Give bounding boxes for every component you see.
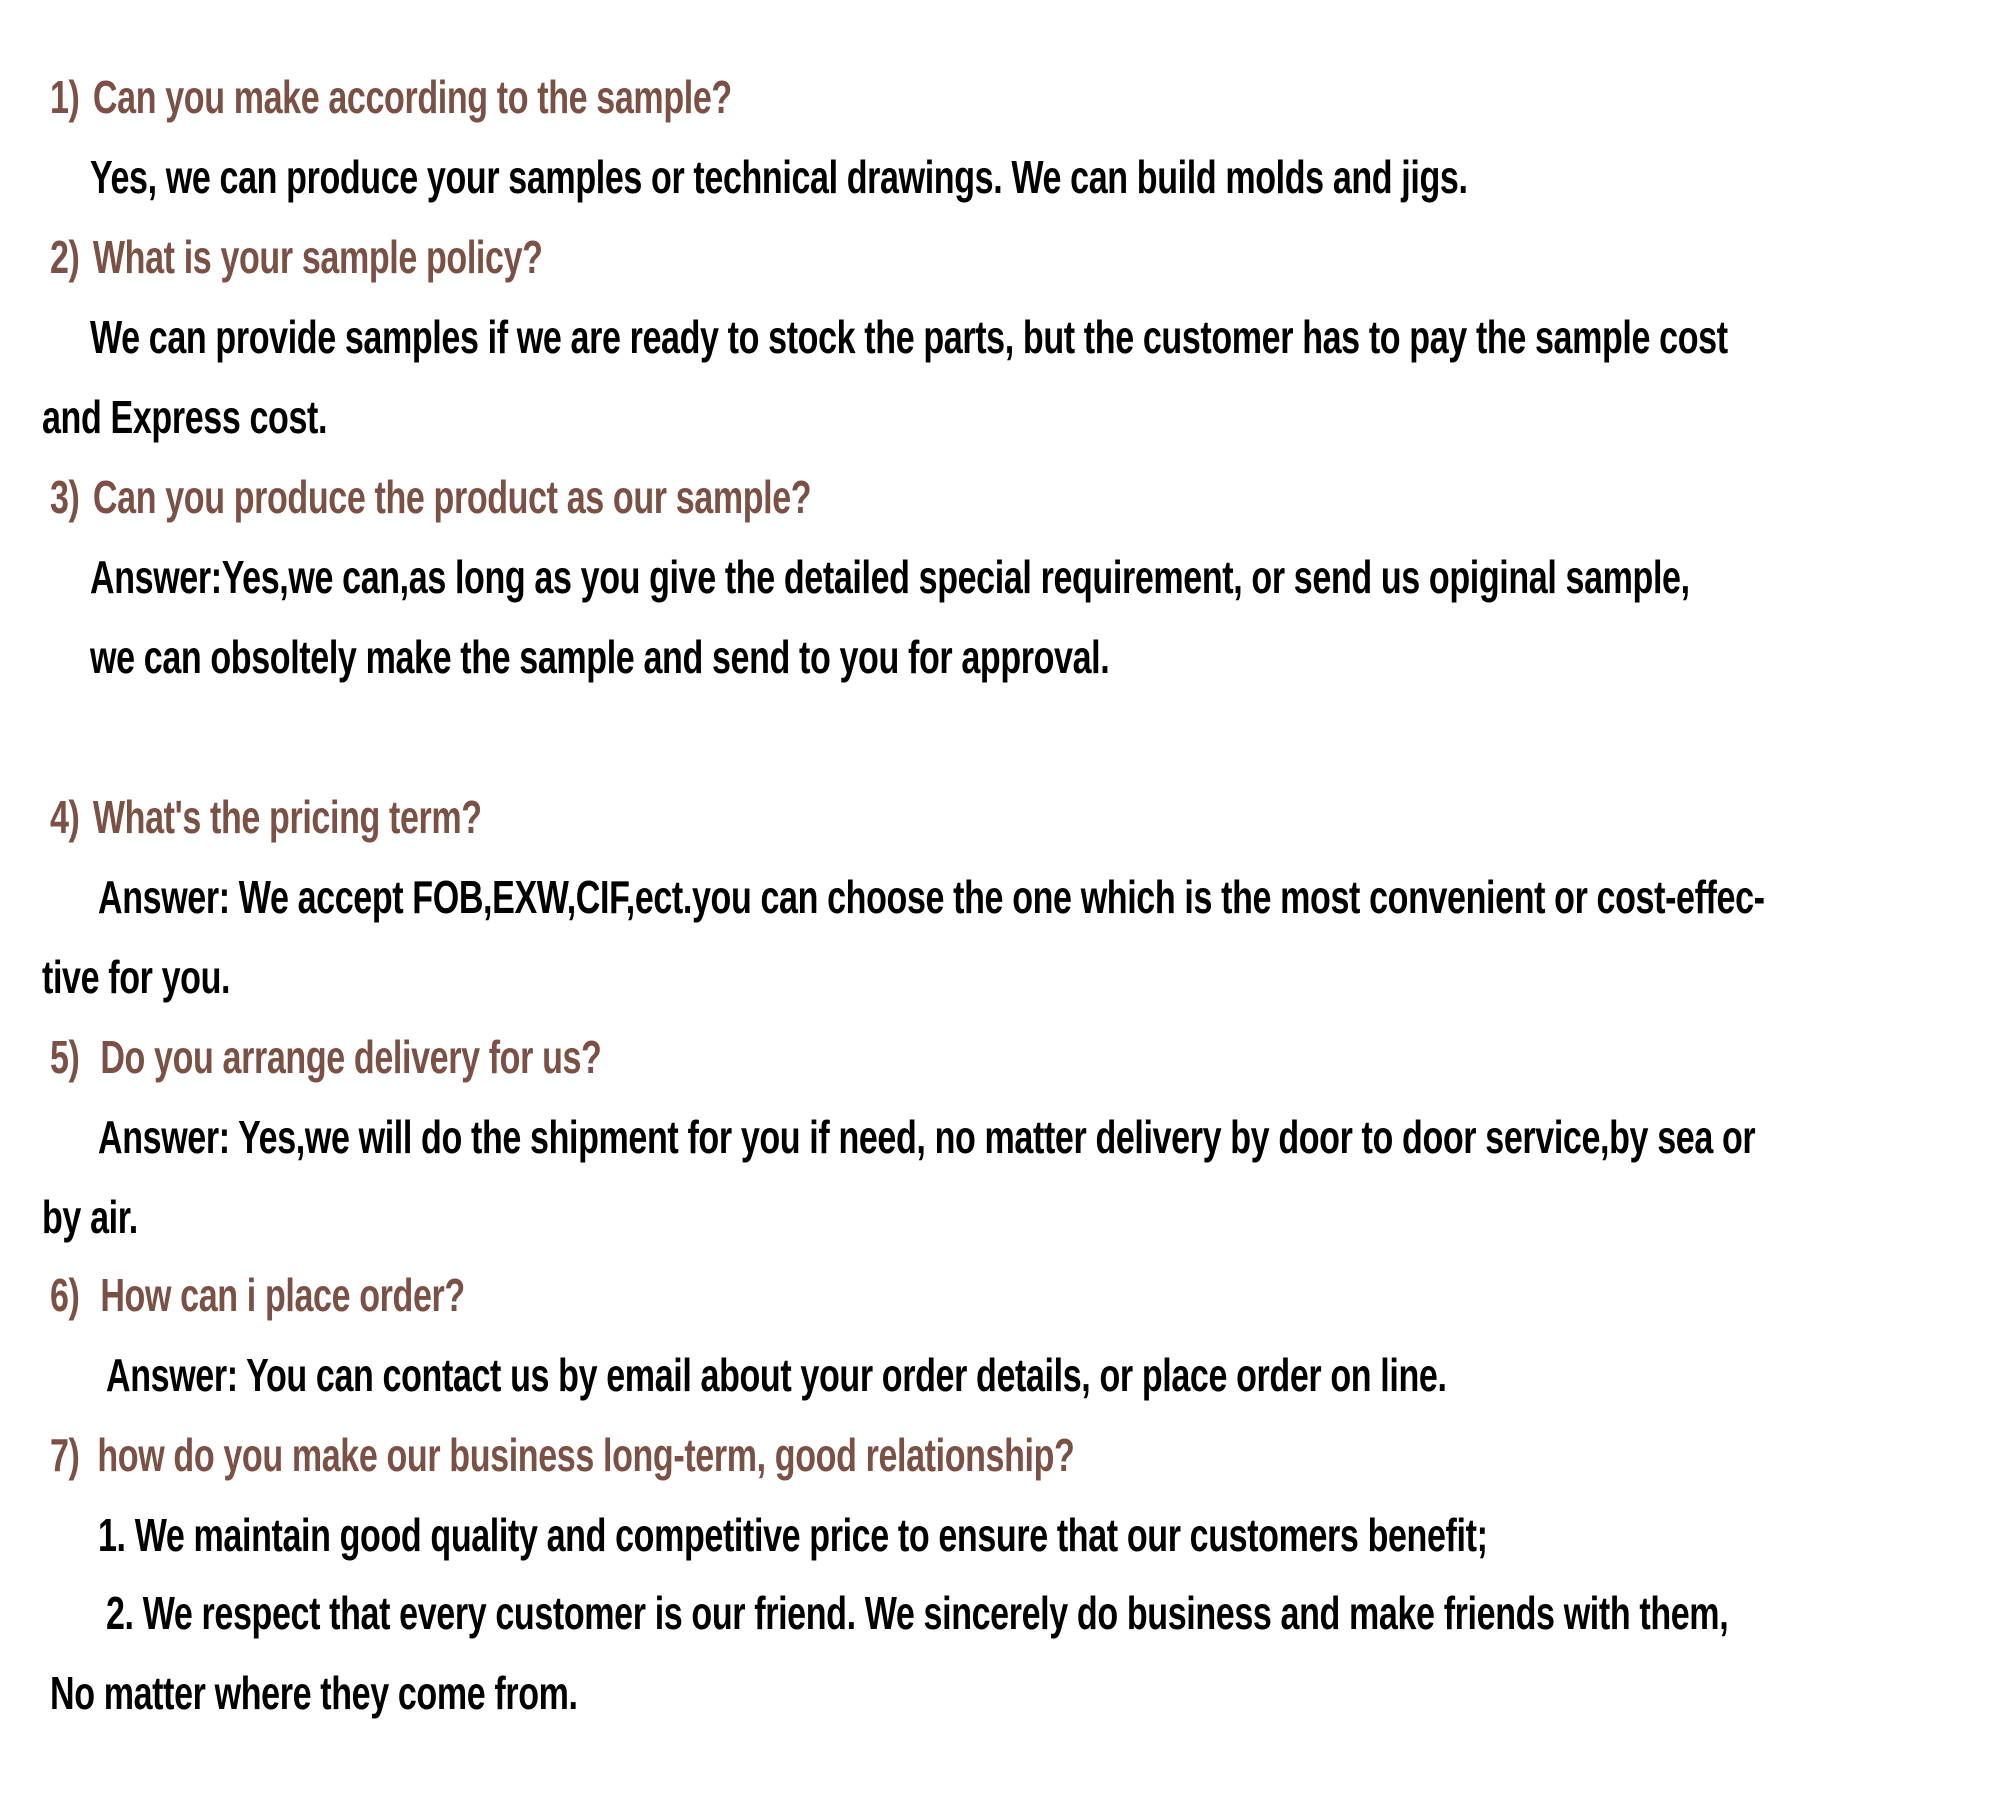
answer-2-line-1: We can provide samples if we are ready to stock the parts, but the customer has to pay the sample cost bbox=[90, 311, 1728, 363]
question-4-number: 4) bbox=[50, 791, 80, 843]
answer-7-line-1: 1. We maintain good quality and competitive price to ensure that our customers benefit; bbox=[98, 1509, 1488, 1561]
question-4 bbox=[50, 791, 482, 843]
question-3-number: 3) bbox=[50, 471, 80, 523]
question-2-number: 2) bbox=[50, 231, 80, 283]
question-5-text: Do you arrange delivery for us? bbox=[100, 1031, 602, 1083]
answer-3-line-1: Answer:Yes,we can,as long as you give the detailed special requirement, or send us opiginal sample, bbox=[90, 551, 1690, 603]
question-1-text: Can you make according to the sample? bbox=[92, 71, 732, 123]
question-2-text: What is your sample policy? bbox=[92, 231, 543, 283]
answer-4-line-2: tive for you. bbox=[42, 951, 231, 1003]
question-7 bbox=[50, 1429, 1075, 1481]
answer-6-line-1: Answer: You can contact us by email about your order details, or place order on line. bbox=[106, 1349, 1447, 1401]
answer-7-line-3: No matter where they come from. bbox=[50, 1667, 578, 1719]
answer-7-line-2: 2. We respect that every customer is our friend. We sincerely do business and make friends with them, bbox=[106, 1587, 1729, 1639]
question-7-number: 7) bbox=[50, 1429, 80, 1481]
question-6-number: 6) bbox=[50, 1269, 80, 1321]
answer-4-line-1: Answer: We accept FOB,EXW,CIF,ect.you can choose the one which is the most convenient or cost-effec- bbox=[98, 871, 1765, 923]
answer-3-line-2: we can obsoltely make the sample and send to you for approval. bbox=[90, 631, 1110, 683]
question-1-number: 1) bbox=[50, 71, 80, 123]
answer-5-line-1: Answer: Yes,we will do the shipment for you if need, no matter delivery by door to door service,by sea or bbox=[98, 1111, 1756, 1163]
question-4-text: What's the pricing term? bbox=[92, 791, 482, 843]
question-3-text: Can you produce the product as our sample? bbox=[92, 471, 812, 523]
question-6-text: How can i place order? bbox=[100, 1269, 465, 1321]
question-5 bbox=[50, 1031, 602, 1083]
answer-2-line-2: and Express cost. bbox=[42, 391, 328, 443]
question-5-number: 5) bbox=[50, 1031, 80, 1083]
question-6 bbox=[50, 1269, 465, 1321]
question-3 bbox=[50, 471, 812, 523]
question-1 bbox=[50, 71, 732, 123]
question-7-text: how do you make our business long-term, good relationship? bbox=[97, 1429, 1075, 1481]
answer-5-line-2: by air. bbox=[42, 1191, 138, 1243]
answer-1-line-1: Yes, we can produce your samples or technical drawings. We can build molds and jigs. bbox=[90, 151, 1468, 203]
question-2 bbox=[50, 231, 543, 283]
